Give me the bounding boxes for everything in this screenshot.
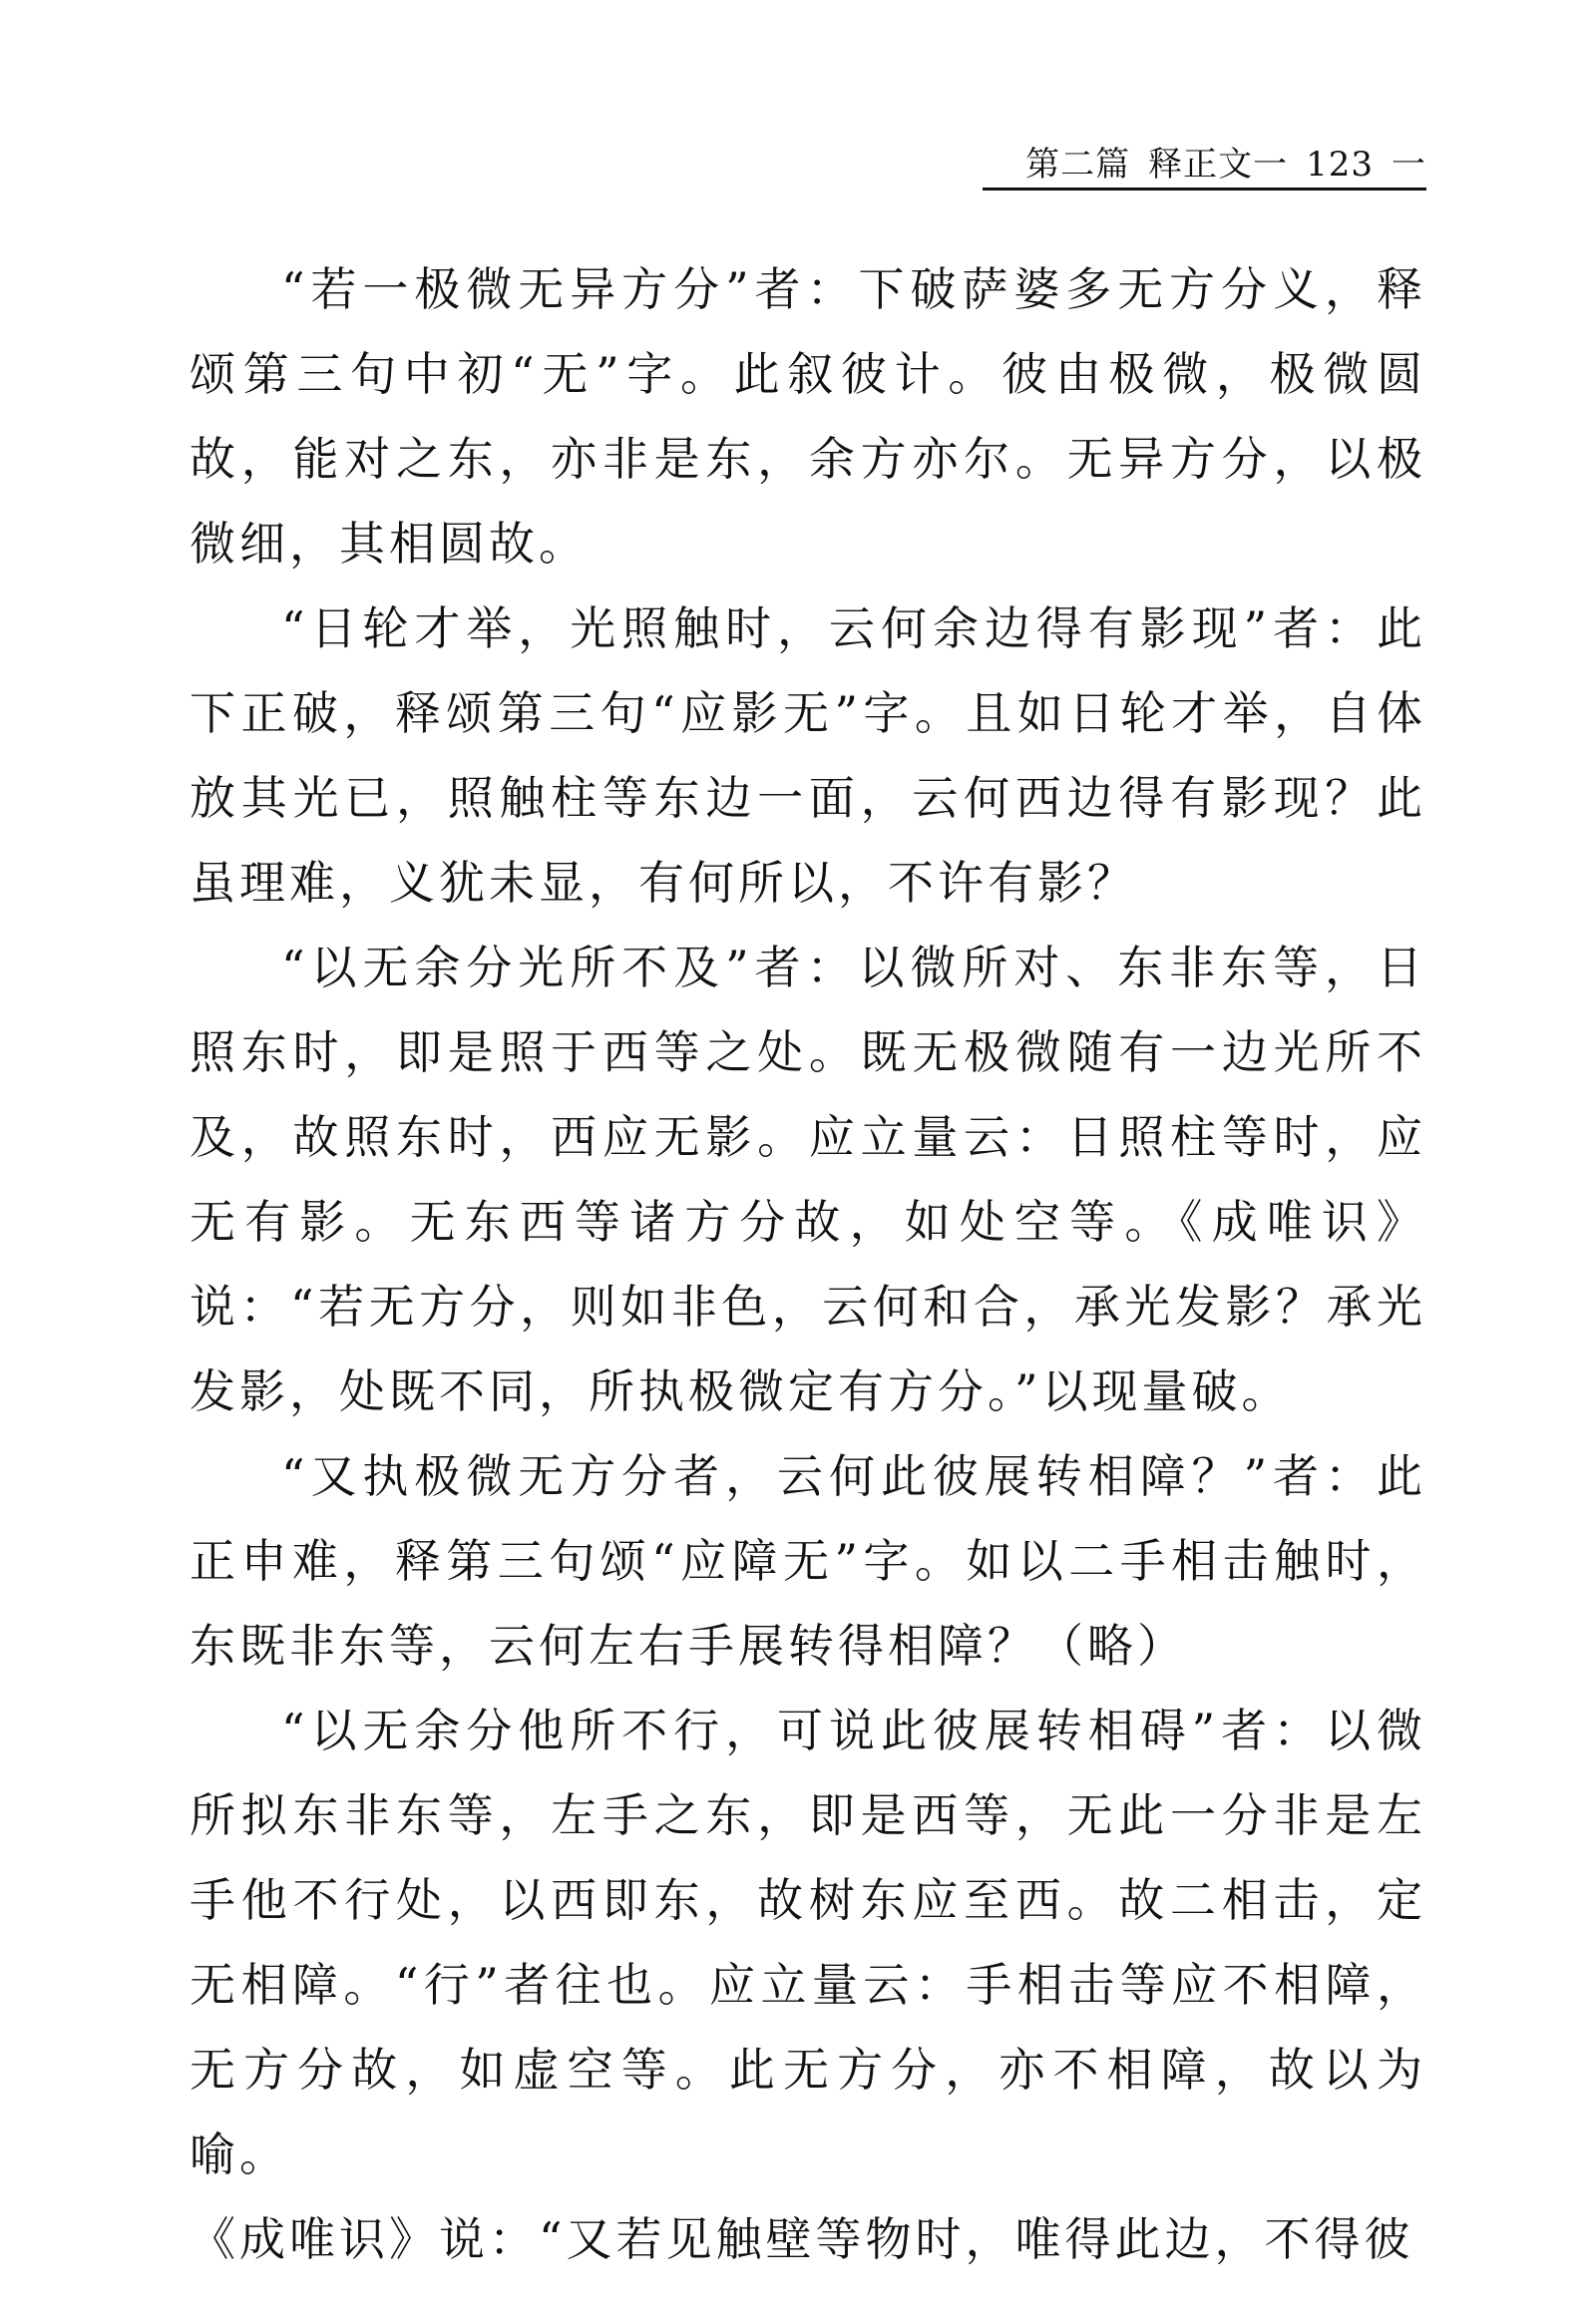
running-header <box>983 142 1426 191</box>
page-number: 123 <box>1306 145 1374 185</box>
paragraph-2: “日轮才举，光照触时，云何余边得有影现”者：此下正破，释颂第三句“应影无”字。且如日轮才举，自体放其光已，照触柱等东边一面，云何西边得有影现？此虽理难，义犹未显，有何所以，不许有影？ <box>190 601 1426 910</box>
paragraph-3: “以无余分光所不及”者：以微所对、东非东等，日照东时，即是照于西等之处。既无极微随有一边光所不及，故照东时，西应无影。应立量云：日照柱等时，应无有影。无东西等诸方分故，如处空等。《成唯识》说：“若无方分，则如非色，云何和合，承光发影？承光发影，处既不同，所执极微定有方分。”以现量破。 <box>190 941 1426 1418</box>
header-section: 第二篇 <box>1025 145 1131 185</box>
body-text <box>190 247 1426 2282</box>
header-dash: 一 <box>1392 145 1426 185</box>
paragraph-4: “又执极微无方分者，云何此彼展转相障？”者：此正申难，释第三句颂“应障无”字。如以二手相击触时，东既非东等，云何左右手展转得相障？（略） <box>190 1449 1426 1673</box>
header-chapter: 释正文一 <box>1148 145 1289 185</box>
paragraph-5: “以无余分他所不行，可说此彼展转相碍”者：以微所拟东非东等，左手之东，即是西等，无此一分非是左手他不行处，以西即东，故树东应至西。故二相击，定无相障。“行”者往也。应立量云：手相击等应不相障，无方分故，如虚空等。此无方分，亦不相障，故以为喻。 <box>190 1704 1426 2181</box>
paragraph-6-continued: 《成唯识》说：“又若见触壁等物时，唯得此边，不得彼 <box>190 2212 1414 2266</box>
paragraph-1: “若一极微无异方分”者：下破萨婆多无方分义，释颂第三句中初“无”字。此叙彼计。彼由极微，极微圆故，能对之东，亦非是东，余方亦尔。无异方分，以极微细，其相圆故。 <box>190 262 1426 571</box>
